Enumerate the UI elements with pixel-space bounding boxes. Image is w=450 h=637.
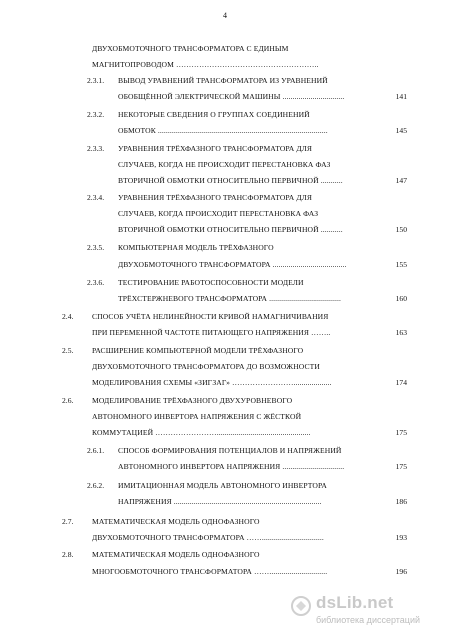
toc-line: КОММУТАЦИЕЙ ……………………............................................... xyxy=(92,428,311,437)
toc-page: 175 xyxy=(395,428,407,437)
toc-line: СЛУЧАЕВ, КОГДА ПРОИСХОДИТ ПЕРЕСТАНОВКА ФАЗ xyxy=(118,209,319,218)
toc-line: УРАВНЕНИЯ ТРЁХФАЗНОГО ТРАНСФОРМАТОРА ДЛЯ xyxy=(118,144,313,153)
page-number: 4 xyxy=(223,11,227,20)
watermark-logo: dsLib.net xyxy=(316,593,394,612)
toc-number: 2.3.4. xyxy=(87,193,105,202)
toc-line: МАТЕМАТИЧЕСКАЯ МОДЕЛЬ ОДНОФАЗНОГО xyxy=(92,550,260,559)
toc-line: ТЕСТИРОВАНИЕ РАБОТОСПОСОБНОСТИ МОДЕЛИ xyxy=(118,278,304,287)
toc-line: МОДЕЛИРОВАНИЕ ТРЁХФАЗНОГО ДВУХУРОВНЕВОГО xyxy=(92,396,293,405)
toc-line: АВТОНОМНОГО ИНВЕРТОРА НАПРЯЖЕНИЯ ............................... xyxy=(118,462,345,471)
toc-page: 141 xyxy=(395,92,407,101)
toc-page: 160 xyxy=(395,294,407,303)
toc-page: 174 xyxy=(395,378,407,387)
toc-number: 2.3.6. xyxy=(87,278,105,287)
toc-line: ДВУХОБМОТОЧНОГО ТРАНСФОРМАТОРА С ЕДИНЫМ xyxy=(92,44,289,53)
toc-number: 2.6.1. xyxy=(87,446,105,455)
toc-line: ВТОРИЧНОЙ ОБМОТКИ ОТНОСИТЕЛЬНО ПЕРВИЧНОЙ ........... xyxy=(118,176,343,185)
toc-number: 2.3.3. xyxy=(87,144,105,153)
toc-line: СПОСОБ ФОРМИРОВАНИЯ ПОТЕНЦИАЛОВ И НАПРЯЖЕНИЙ xyxy=(118,446,342,455)
toc-line: МАГНИТОПРОВОДОМ ……………………………………………….. xyxy=(92,60,319,69)
toc-page: 150 xyxy=(395,225,407,234)
toc-line: МАТЕМАТИЧЕСКАЯ МОДЕЛЬ ОДНОФАЗНОГО xyxy=(92,517,260,526)
toc-line: ДВУХОБМОТОЧНОГО ТРАНСФОРМАТОРА ……............................... xyxy=(92,533,324,542)
toc-line: АВТОНОМНОГО ИНВЕРТОРА НАПРЯЖЕНИЯ С ЖЁСТКОЙ xyxy=(92,412,302,421)
toc-line: ВЫВОД УРАВНЕНИЙ ТРАНСФОРМАТОРА ИЗ УРАВНЕНИЙ xyxy=(118,76,328,85)
toc-line: ОБМОТОК ..................................................................................... xyxy=(118,126,328,135)
toc-line: ОБОБЩЁННОЙ ЭЛЕКТРИЧЕСКОЙ МАШИНЫ ............................... xyxy=(118,92,345,101)
toc-page: 147 xyxy=(395,176,407,185)
toc-number: 2.7. xyxy=(62,517,74,526)
toc-page: 193 xyxy=(395,533,407,542)
dslib-logo-icon xyxy=(290,595,312,617)
toc-page: 175 xyxy=(395,462,407,471)
toc-number: 2.8. xyxy=(62,550,74,559)
toc-line: СПОСОБ УЧЁТА НЕЛИНЕЙНОСТИ КРИВОЙ НАМАГНИЧИВАНИЯ xyxy=(92,312,329,321)
toc-number: 2.3.5. xyxy=(87,243,105,252)
toc-line: НАПРЯЖЕНИЯ .......................................................................... xyxy=(118,497,322,506)
toc-page: 196 xyxy=(395,567,407,576)
toc-page: 145 xyxy=(395,126,407,135)
toc-page: 163 xyxy=(395,328,407,337)
toc-line: ИМИТАЦИОННАЯ МОДЕЛЬ АВТОНОМНОГО ИНВЕРТОРА xyxy=(118,481,327,490)
toc-line: ПРИ ПЕРЕМЕННОЙ ЧАСТОТЕ ПИТАЮЩЕГО НАПРЯЖЕНИЯ …….. xyxy=(92,328,331,337)
toc-number: 2.4. xyxy=(62,312,74,321)
toc-number: 2.3.1. xyxy=(87,76,105,85)
toc-line: РАСШИРЕНИЕ КОМПЬЮТЕРНОЙ МОДЕЛИ ТРЁХФАЗНОГО xyxy=(92,346,304,355)
toc-line: УРАВНЕНИЯ ТРЁХФАЗНОГО ТРАНСФОРМАТОРА ДЛЯ xyxy=(118,193,313,202)
toc-page: 186 xyxy=(395,497,407,506)
toc-line: ВТОРИЧНОЙ ОБМОТКИ ОТНОСИТЕЛЬНО ПЕРВИЧНОЙ ........... xyxy=(118,225,343,234)
toc-line: ТРЁХСТЕРЖНЕВОГО ТРАНСФОРМАТОРА .................................... xyxy=(118,294,342,303)
toc-line: ДВУХОБМОТОЧНОГО ТРАНСФОРМАТОРА ..................................... xyxy=(118,260,347,269)
toc-number: 2.3.2. xyxy=(87,110,105,119)
dslib-watermark xyxy=(290,591,440,631)
toc-line: МОДЕЛИРОВАНИЯ СХЕМЫ «ЗИГЗАГ» ……………………................... xyxy=(92,378,332,387)
toc-line: МНОГООБМОТОЧНОГО ТРАНСФОРМАТОРА ……............................. xyxy=(92,567,328,576)
toc-line: НЕКОТОРЫЕ СВЕДЕНИЯ О ГРУППАХ СОЕДИНЕНИЙ xyxy=(118,110,310,119)
toc-number: 2.6.2. xyxy=(87,481,105,490)
watermark-subtitle: библиотека диссертаций xyxy=(316,615,421,625)
toc-line: СЛУЧАЕВ, КОГДА НЕ ПРОИСХОДИТ ПЕРЕСТАНОВКА ФАЗ xyxy=(118,160,331,169)
toc-line: КОМПЬЮТЕРНАЯ МОДЕЛЬ ТРЁХФАЗНОГО xyxy=(118,243,274,252)
toc-page: 155 xyxy=(395,260,407,269)
toc-number: 2.6. xyxy=(62,396,74,405)
toc-number: 2.5. xyxy=(62,346,74,355)
toc-line: ДВУХОБМОТОЧНОГО ТРАНСФОРМАТОРА ДО ВОЗМОЖНОСТИ xyxy=(92,362,320,371)
